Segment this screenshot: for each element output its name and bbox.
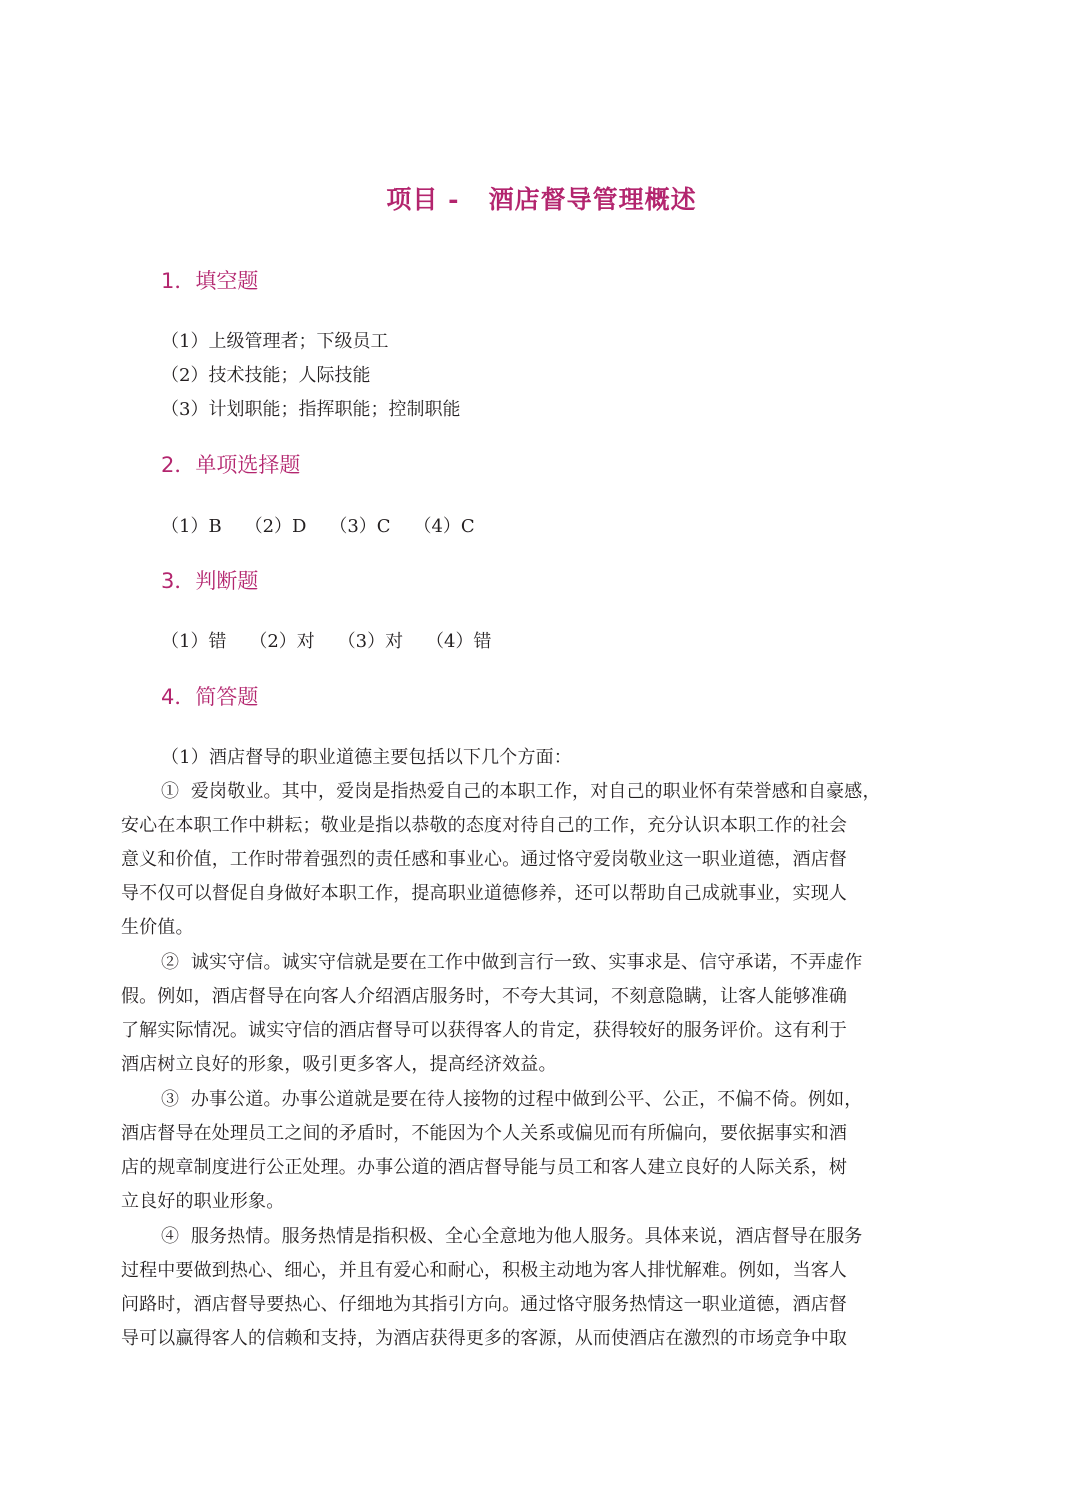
paragraph-line: 酒店树立良好的形象，吸引更多客人，提高经济效益。 xyxy=(121,1054,557,1075)
paragraph-line: 导可以赢得客人的信赖和支持，为酒店获得更多的客源，从而使酒店在激烈的市场竞争中取 xyxy=(121,1328,847,1349)
paragraph-line: 导不仅可以督促自身做好本职工作，提高职业道德修养，还可以帮助自己成就事业，实现人 xyxy=(121,883,847,904)
answer-line: （1）错 （2）对 （3）对 （4）错 xyxy=(161,631,492,652)
paragraph-line: 过程中要做到热心、细心，并且有爱心和耐心，积极主动地为客人排忧解难。例如，当客人 xyxy=(121,1260,847,1281)
paragraph-line: 问路时，酒店督导要热心、仔细地为其指引方向。通过恪守服务热情这一职业道德，酒店督 xyxy=(121,1294,847,1315)
section-heading-single-choice: 2．单项选择题 xyxy=(161,453,301,477)
paragraph-line: ④ 服务热情。服务热情是指积极、全心全意地为他人服务。具体来说，酒店督导在服务 xyxy=(161,1226,863,1247)
paragraph-line: ③ 办事公道。办事公道就是要在待人接物的过程中做到公平、公正，不偏不倚。例如， xyxy=(161,1089,863,1110)
answer-line: （3）计划职能；指挥职能；控制职能 xyxy=(161,399,461,420)
paragraph-line: 了解实际情况。诚实守信的酒店督导可以获得客人的肯定，获得较好的服务评价。这有利于 xyxy=(121,1020,847,1041)
paragraph-line: 意义和价值，工作时带着强烈的责任感和事业心。通过恪守爱岗敬业这一职业道德，酒店督 xyxy=(121,849,847,870)
section-heading-short-answer: 4．简答题 xyxy=(161,685,259,709)
answer-line: （1）B （2）D （3）C （4）C xyxy=(161,516,475,537)
answer-intro: （1）酒店督导的职业道德主要包括以下几个方面： xyxy=(161,747,572,768)
paragraph-line: 假。例如，酒店督导在向客人介绍酒店服务时，不夸大其词，不刻意隐瞒，让客人能够准确 xyxy=(121,986,847,1007)
section-heading-true-false: 3．判断题 xyxy=(161,569,259,593)
paragraph-line: 生价值。 xyxy=(121,917,194,938)
paragraph-line: 店的规章制度进行公正处理。办事公道的酒店督导能与员工和客人建立良好的人际关系，树 xyxy=(121,1157,847,1178)
paragraph-line: 立良好的职业形象。 xyxy=(121,1191,285,1212)
paragraph-line: ② 诚实守信。诚实守信就是要在工作中做到言行一致、实事求是、信守承诺，不弄虚作 xyxy=(161,952,863,973)
section-heading-fill-in: 1．填空题 xyxy=(161,269,259,293)
paragraph-line: 酒店督导在处理员工之间的矛盾时，不能因为个人关系或偏见而有所偏向，要依据事实和酒 xyxy=(121,1123,847,1144)
paragraph-line: 安心在本职工作中耕耘；敬业是指以恭敬的态度对待自己的工作，充分认识本职工作的社会 xyxy=(121,815,847,836)
answer-line: （1）上级管理者；下级员工 xyxy=(161,331,389,352)
answer-line: （2）技术技能；人际技能 xyxy=(161,365,371,386)
page-title: 项目 - 酒店督导管理概述 xyxy=(386,185,697,214)
paragraph-line: ① 爱岗敬业。其中，爱岗是指热爱自己的本职工作，对自己的职业怀有荣誉感和自豪感， xyxy=(161,781,881,802)
